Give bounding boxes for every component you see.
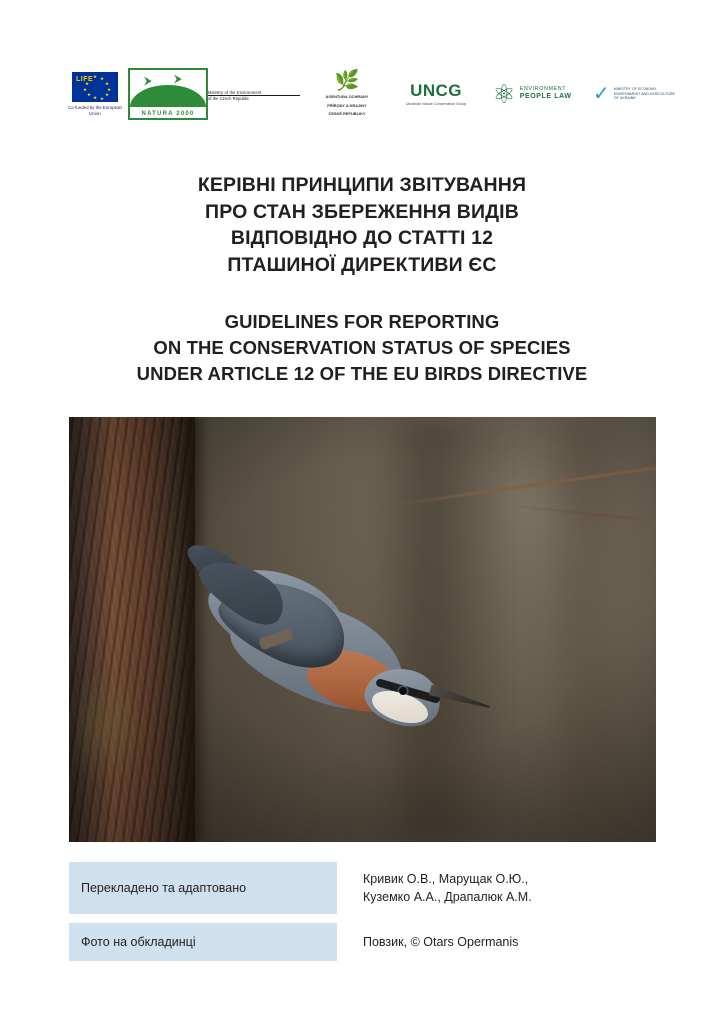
aopk-cr-logo: [304, 71, 390, 116]
leaf-icon: 🌿: [334, 70, 360, 93]
environment-people-law-logo: [482, 81, 582, 107]
natura-2000-logo: [128, 68, 208, 120]
credit-value-cover-photo: [337, 923, 656, 961]
eu-funding-caption: Co-funded by the European Union: [68, 104, 122, 116]
photo-vignette: [69, 417, 656, 842]
cover-photo: [69, 417, 656, 842]
credit-photo-line1: Повзик, © Otars Opermanis: [363, 935, 519, 949]
partner-logo-strip: [62, 66, 675, 122]
czech-ministry-environment-logo: [208, 88, 304, 101]
aopk-line1: AGENTURA OCHRANY: [325, 94, 369, 100]
globe-leaf-icon: ⚛: [492, 79, 516, 109]
ua-ministry-line1: MINISTRY OF ECONOMY,: [613, 86, 657, 91]
eu-life-logo: [62, 72, 128, 117]
title-uk-line-3: ВІДПОВІДНО ДО СТАТТІ 12: [230, 227, 494, 249]
ua-ministry-line3: OF UKRAINE: [613, 96, 636, 101]
uncg-caption: Ukrainian Nature Conservation Group: [405, 102, 467, 106]
ua-ministry-line2: ENVIRONMENT AND AGRICULTURE: [613, 91, 675, 96]
title-en-line-3: UNDER ARTICLE 12 OF THE EU BIRDS DIRECTIVE: [136, 363, 588, 384]
epl-line2: PEOPLE LAW: [519, 93, 572, 100]
credit-label-cover-photo: Фото на обкладинці: [69, 923, 337, 961]
aopk-line2: PŘÍRODY A KRAJINY: [327, 102, 367, 108]
eu-flag-icon: [72, 72, 118, 102]
uncg-wordmark: UNCG: [410, 81, 462, 100]
title-en-line-1: GUIDELINES FOR REPORTING: [224, 311, 500, 332]
title-uk-line-2: ПРО СТАН ЗБЕРЕЖЕННЯ ВИДІВ: [205, 200, 519, 223]
uncg-logo: [390, 82, 482, 106]
credit-translation-line2: Куземко А.А., Драпалюк А.М.: [363, 890, 532, 904]
credit-value-translation: [337, 862, 656, 914]
table-row: [69, 862, 656, 914]
credit-label-translation: Перекладено та адаптовано: [69, 862, 337, 914]
aopk-line3: ČESKÉ REPUBLIKY: [328, 111, 366, 117]
czech-ministry-line1: Ministry of the Environment: [208, 89, 262, 95]
title-uk-line-4: ПТАШИНОЇ ДИРЕКТИВИ ЄС: [227, 253, 497, 276]
title-uk-line-1: КЕРІВНІ ПРИНЦИПИ ЗВІТУВАННЯ: [197, 174, 527, 196]
title-ukrainian: [0, 172, 724, 278]
epl-line1: ENVIRONMENT: [519, 86, 567, 93]
natura-2000-icon: ⮞ ⮞ NATURA 2000: [128, 68, 208, 120]
czech-ministry-line2: of the Czech Republic: [208, 95, 249, 101]
life-programme-label: LIFE: [76, 75, 94, 83]
credits-table: [69, 862, 656, 970]
credit-translation-line1: Кривик О.В., Марущак О.Ю.,: [363, 872, 529, 886]
checkmark-icon: ✓: [593, 83, 610, 105]
ministry-economy-ukraine-logo: [582, 84, 686, 104]
natura-2000-label: NATURA 2000: [141, 111, 195, 117]
title-english: [0, 309, 724, 387]
title-en-line-2: ON THE CONSERVATION STATUS OF SPECIES: [153, 337, 571, 358]
table-row: [69, 923, 656, 961]
